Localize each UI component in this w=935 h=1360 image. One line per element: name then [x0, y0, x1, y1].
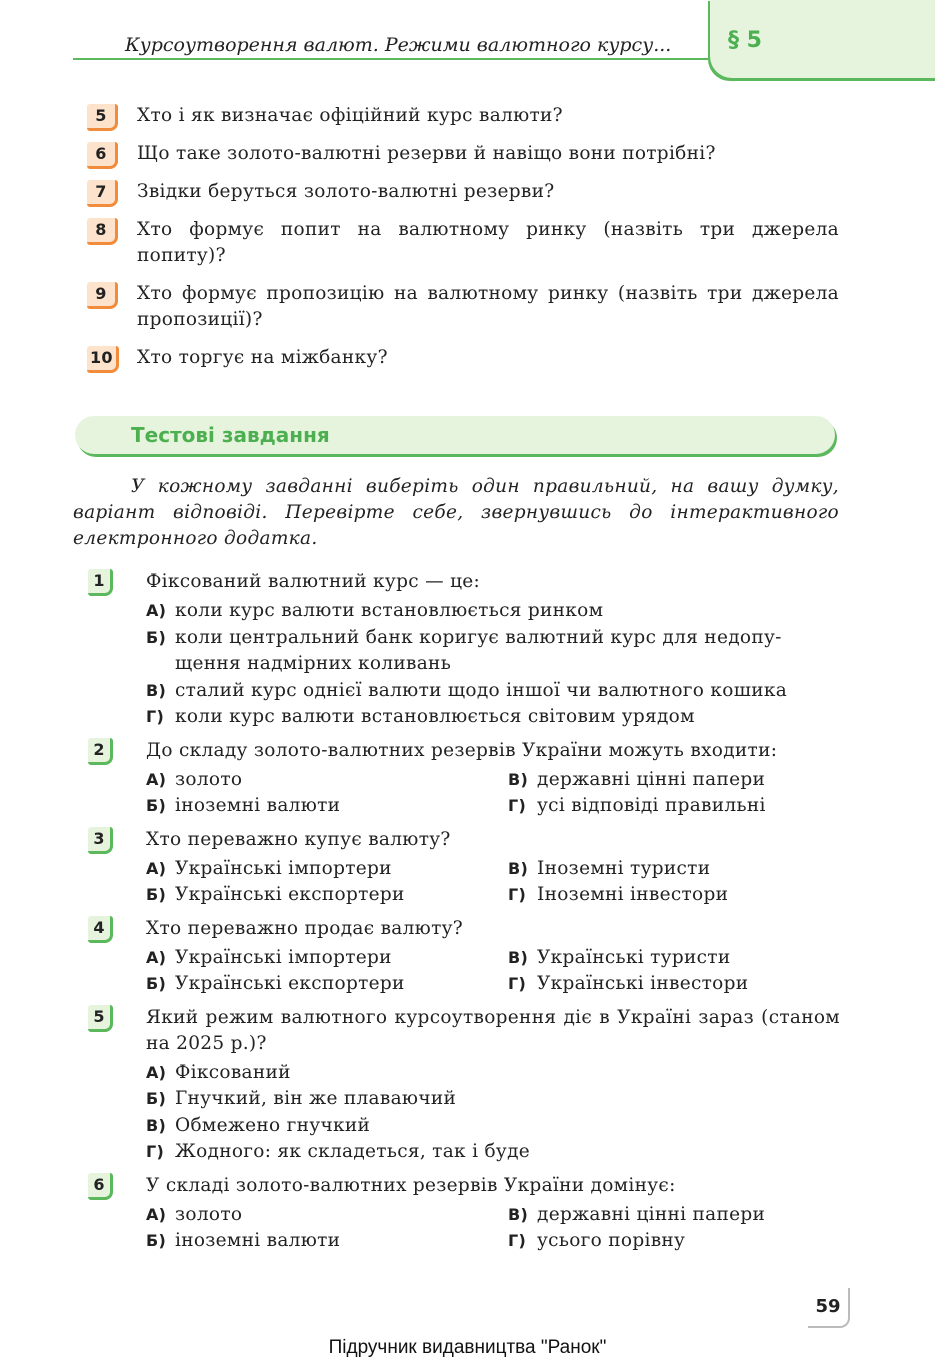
- question-number: 6: [87, 142, 118, 169]
- tests-section-header: [75, 416, 835, 454]
- option-letter: Б): [146, 796, 167, 815]
- question-text: Звідки беруться золото-валютні резерви?: [137, 181, 555, 202]
- option-letter: А): [146, 947, 167, 967]
- answer-option: [146, 678, 840, 705]
- question-number: 5: [87, 104, 118, 131]
- answer-options: [146, 856, 840, 909]
- option-text: Гнучкий, він же плаваючий: [175, 1088, 457, 1109]
- option-letter: Г): [508, 1231, 527, 1250]
- tests-instructions: У кожному завданні виберіть один правильний, на вашу думку, варіант відповіді. Перевірте себе, звернувшись до інтерактивного електронного додатка.: [73, 476, 839, 549]
- test-item: [88, 916, 840, 998]
- answer-option: [146, 767, 508, 794]
- option-text: Українські експортери: [175, 884, 405, 905]
- answer-option: [508, 971, 840, 998]
- section-tab: [710, 0, 935, 78]
- answer-option: [146, 1113, 840, 1140]
- option-letter: А): [146, 1062, 167, 1082]
- question-item: [87, 179, 839, 205]
- answer-option: [508, 793, 840, 820]
- test-item: [88, 1005, 840, 1166]
- option-text: іноземні валюти: [175, 795, 341, 816]
- question-number: 10: [87, 346, 119, 373]
- test-question: У складі золото-валютних резервів України домінує:: [146, 1174, 676, 1196]
- test-number: 3: [88, 827, 113, 854]
- answer-option: [146, 625, 840, 678]
- option-text: Іноземні інвестори: [537, 884, 729, 905]
- option-letter: В): [146, 680, 167, 700]
- question-item: [87, 345, 839, 371]
- question-number: 9: [87, 282, 118, 309]
- review-questions: [87, 103, 839, 383]
- answer-option: [146, 971, 508, 998]
- answer-option: [508, 945, 840, 972]
- answer-option: [508, 1228, 840, 1255]
- option-letter: А): [146, 858, 167, 878]
- option-letter: В): [508, 947, 529, 967]
- option-text: Фіксований: [175, 1061, 291, 1083]
- option-letter: В): [508, 769, 529, 789]
- option-letter: Г): [508, 974, 527, 993]
- option-text: коли центральний банк коригує валютний курс для недопущення надмірних коливань: [175, 626, 782, 674]
- option-text: Українські експортери: [175, 973, 405, 994]
- option-text: Українські імпортери: [175, 946, 392, 968]
- answer-option: [146, 793, 508, 820]
- option-text: коли курс валюти встановлюється ринком: [175, 600, 604, 621]
- option-text: Українські імпортери: [175, 857, 392, 879]
- option-letter: Г): [146, 707, 165, 726]
- option-letter: Б): [146, 974, 167, 993]
- question-text: Хто торгує на міжбанку?: [137, 347, 388, 368]
- answer-option: [146, 598, 840, 625]
- test-question: Хто переважно продає валюту?: [146, 917, 464, 939]
- answer-options: [146, 598, 840, 731]
- option-text: Українські туристи: [537, 946, 731, 968]
- answer-option: [146, 945, 508, 972]
- tests-section-title: Тестові завдання: [131, 423, 330, 447]
- option-text: іноземні валюти: [175, 1230, 341, 1251]
- test-item: [88, 738, 840, 820]
- option-text: коли курс валюти встановлюється світовим урядом: [175, 706, 695, 727]
- question-text: Хто формує попит на валютному ринку (назвіть три джерела попиту)?: [137, 219, 839, 266]
- option-letter: Г): [146, 1142, 165, 1161]
- question-item: [87, 217, 839, 269]
- page-number: 59: [808, 1288, 850, 1328]
- test-number: 6: [88, 1173, 113, 1200]
- question-number: 8: [87, 218, 118, 245]
- option-letter: А): [146, 601, 167, 620]
- test-question: Хто переважно купує валюту?: [146, 828, 451, 850]
- test-item: [88, 1173, 840, 1255]
- question-text: Хто і як визначає офіційний курс валюти?: [137, 105, 563, 126]
- question-item: [87, 103, 839, 129]
- option-letter: Г): [508, 796, 527, 815]
- question-item: [87, 141, 839, 167]
- test-question: До складу золото-валютних резервів України можуть входити:: [146, 739, 778, 761]
- option-letter: В): [508, 1204, 529, 1224]
- option-text: Українські інвестори: [537, 973, 749, 994]
- answer-option: [146, 1086, 840, 1113]
- answer-option: [146, 1060, 840, 1087]
- answer-option: [508, 767, 840, 794]
- option-text: сталий курс однієї валюти щодо іншої чи валютного кошика: [175, 679, 788, 701]
- option-text: усього порівну: [537, 1230, 686, 1251]
- answer-option: [508, 882, 840, 909]
- option-text: Іноземні туристи: [537, 857, 711, 879]
- running-header-title: Курсоутворення валют. Режими валютного курсу...: [125, 34, 672, 56]
- header-divider: [73, 58, 713, 60]
- answer-options: [146, 1060, 840, 1166]
- answer-option: [146, 1202, 508, 1229]
- option-letter: Б): [146, 627, 167, 647]
- test-tasks: [88, 569, 840, 1262]
- option-text: Обмежено гнучкий: [175, 1114, 371, 1136]
- section-label: § 5: [728, 28, 762, 53]
- test-item: [88, 827, 840, 909]
- answer-option: [146, 1228, 508, 1255]
- answer-option: [146, 704, 840, 731]
- answer-option: [146, 856, 508, 883]
- option-text: Жодного: як складеться, так і буде: [175, 1141, 531, 1162]
- question-text: Що таке золото-валютні резерви й навіщо вони потрібні?: [137, 143, 716, 164]
- publisher-footer: Підручник видавництва "Ранок": [328, 1337, 607, 1358]
- question-number: 7: [87, 180, 118, 207]
- option-text: державні цінні папери: [537, 1203, 766, 1225]
- test-question: Фіксований валютний курс — це:: [146, 571, 481, 592]
- option-letter: Б): [146, 1231, 167, 1250]
- answer-option: [508, 856, 840, 883]
- option-text: золото: [175, 1203, 243, 1225]
- option-letter: А): [146, 1204, 167, 1224]
- option-letter: В): [508, 858, 529, 878]
- test-number: 4: [88, 916, 113, 943]
- question-text: Хто формує пропозицію на валютному ринку (назвіть три джерела пропозиції)?: [137, 283, 839, 330]
- option-text: державні цінні папери: [537, 768, 766, 790]
- answer-options: [146, 945, 840, 998]
- answer-option: [508, 1202, 840, 1229]
- test-item: [88, 569, 840, 731]
- option-letter: Б): [146, 1089, 167, 1108]
- answer-options: [146, 1202, 840, 1255]
- test-question: Який режим валютного курсоутворення діє в Україні зараз (станом на 2025 р.)?: [146, 1006, 840, 1054]
- option-text: золото: [175, 768, 243, 790]
- test-number: 2: [88, 738, 113, 765]
- test-number: 1: [88, 569, 113, 596]
- option-letter: А): [146, 769, 167, 789]
- answer-options: [146, 767, 840, 820]
- option-letter: В): [146, 1115, 167, 1135]
- option-letter: Г): [508, 885, 527, 904]
- option-text: усі відповіді правильні: [537, 795, 766, 816]
- answer-option: [146, 1139, 840, 1166]
- option-letter: Б): [146, 885, 167, 904]
- question-item: [87, 281, 839, 333]
- answer-option: [146, 882, 508, 909]
- test-number: 5: [88, 1005, 113, 1032]
